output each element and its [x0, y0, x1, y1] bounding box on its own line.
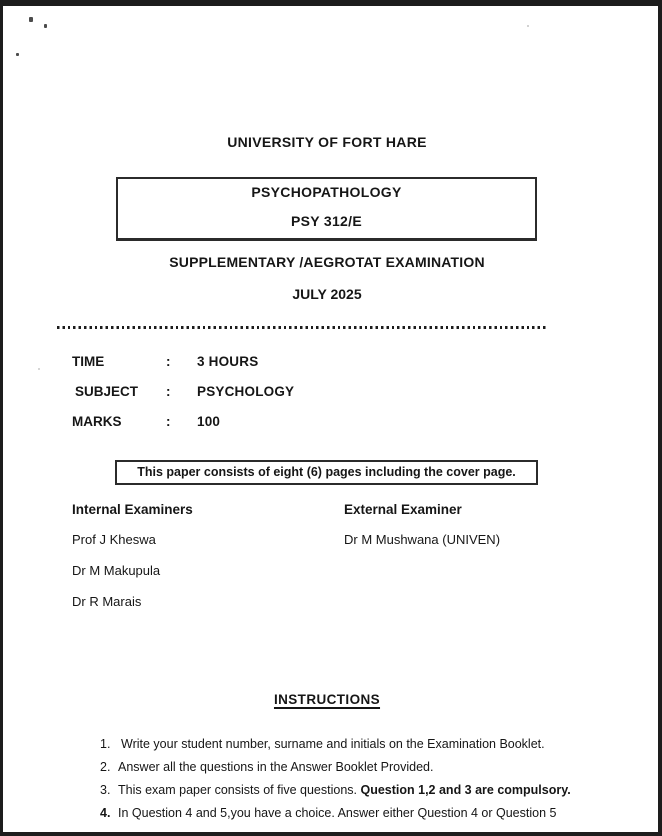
dotted-separator	[57, 326, 547, 329]
exam-cover-sheet	[3, 6, 658, 832]
examiners-section	[72, 502, 658, 625]
instruction-number: 1.	[100, 737, 111, 751]
detail-colon: :	[166, 353, 171, 369]
detail-row-time	[72, 346, 658, 376]
instruction-item	[100, 783, 658, 806]
internal-examiners-column	[72, 502, 344, 625]
course-code: PSY 312/E	[291, 213, 362, 229]
detail-row-subject	[72, 376, 658, 406]
page-count-box	[115, 460, 538, 485]
exam-type: SUPPLEMENTARY /AEGROTAT EXAMINATION	[169, 254, 485, 270]
detail-colon: :	[166, 413, 171, 429]
page-count-text: This paper consists of eight (6) pages including the cover page.	[137, 465, 516, 479]
instruction-text	[118, 783, 571, 797]
examiner-name: Dr M Makupula	[72, 563, 161, 578]
instruction-text: Write your student number, surname and initials on the Examination Booklet.	[121, 737, 545, 751]
detail-value: 100	[197, 413, 221, 429]
detail-label: MARKS	[72, 413, 122, 429]
instruction-text-bold: Question 1,2 and 3 are compulsory.	[360, 783, 571, 797]
internal-examiners-heading: Internal Examiners	[72, 502, 193, 517]
external-examiner-column	[344, 502, 500, 625]
scan-speck	[527, 25, 529, 27]
instruction-number: 3.	[100, 783, 111, 797]
instruction-text: Answer all the questions in the Answer Booklet Provided.	[118, 760, 434, 774]
course-title-box	[116, 177, 537, 241]
detail-label: SUBJECT	[75, 383, 139, 399]
instruction-item	[100, 737, 658, 760]
instruction-text-normal: This exam paper consists of five questions.	[118, 783, 361, 797]
examiner-name: Prof J Kheswa	[72, 532, 156, 547]
exam-details	[72, 346, 658, 436]
detail-row-marks	[72, 406, 658, 436]
instructions-heading: INSTRUCTIONS	[273, 692, 381, 707]
examiner-name: Dr M Mushwana (UNIVEN)	[344, 532, 501, 547]
detail-value: 3 HOURS	[197, 353, 259, 369]
instruction-number: 4.	[100, 806, 111, 820]
scan-speck	[38, 368, 40, 370]
detail-label: TIME	[72, 353, 105, 369]
instruction-number: 2.	[100, 760, 111, 774]
scan-speck	[44, 24, 47, 28]
scan-speck	[16, 53, 19, 56]
instructions-list	[100, 737, 658, 829]
external-examiner-heading: External Examiner	[344, 502, 462, 517]
detail-colon: :	[166, 383, 171, 399]
scan-speck	[29, 17, 33, 22]
examiner-name: Dr R Marais	[72, 594, 142, 609]
exam-date: JULY 2025	[292, 286, 362, 302]
course-title: PSYCHOPATHOLOGY	[251, 184, 402, 200]
university-title: UNIVERSITY OF FORT HARE	[227, 134, 427, 150]
detail-value: PSYCHOLOGY	[197, 383, 295, 399]
instruction-item	[100, 760, 658, 783]
instruction-item	[100, 806, 658, 829]
instruction-text: In Question 4 and 5,you have a choice. Answer either Question 4 or Question 5	[118, 806, 557, 820]
